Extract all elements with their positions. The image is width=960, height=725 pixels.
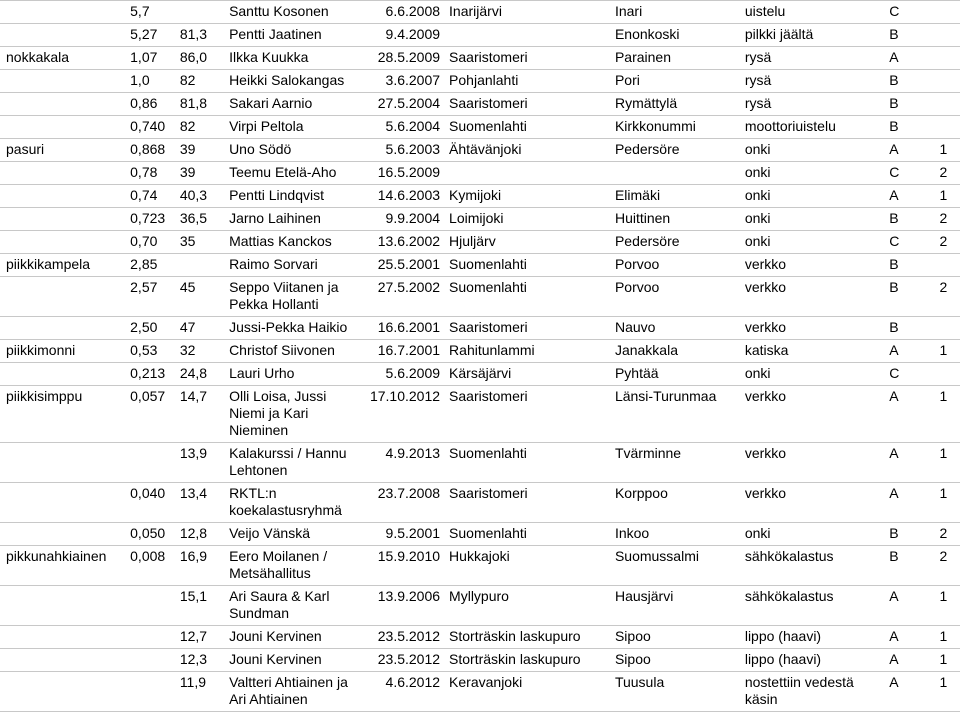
date-cell: 25.5.2001 bbox=[364, 254, 443, 277]
method-cell: moottoriuistelu bbox=[739, 116, 883, 139]
species-cell: nokkakala bbox=[0, 47, 124, 70]
weight-cell bbox=[124, 649, 174, 672]
count-cell: 2 bbox=[934, 231, 960, 254]
weight-cell: 0,057 bbox=[124, 386, 174, 443]
species-cell bbox=[0, 70, 124, 93]
municipality-cell: Hausjärvi bbox=[609, 586, 739, 626]
municipality-cell: Tuusula bbox=[609, 672, 739, 712]
length-cell bbox=[174, 254, 223, 277]
species-cell bbox=[0, 672, 124, 712]
length-cell: 13,4 bbox=[174, 483, 223, 523]
weight-cell bbox=[124, 443, 174, 483]
table-row bbox=[0, 317, 960, 340]
length-cell bbox=[174, 1, 223, 24]
class-cell: A bbox=[883, 483, 933, 523]
date-cell: 27.5.2004 bbox=[364, 93, 443, 116]
weight-cell bbox=[124, 586, 174, 626]
table-row bbox=[0, 208, 960, 231]
species-cell: pikkunahkiainen bbox=[0, 546, 124, 586]
count-cell: 1 bbox=[934, 672, 960, 712]
date-cell: 16.5.2009 bbox=[364, 162, 443, 185]
municipality-cell: Inari bbox=[609, 1, 739, 24]
length-cell: 81,3 bbox=[174, 24, 223, 47]
table-body bbox=[0, 1, 960, 712]
place-cell: Loimijoki bbox=[443, 208, 609, 231]
class-cell: C bbox=[883, 1, 933, 24]
count-cell: 2 bbox=[934, 277, 960, 317]
length-cell: 32 bbox=[174, 340, 223, 363]
table-row bbox=[0, 443, 960, 483]
angler-cell: Pentti Lindqvist bbox=[223, 185, 364, 208]
table-row bbox=[0, 231, 960, 254]
angler-cell: Pentti Jaatinen bbox=[223, 24, 364, 47]
table-row bbox=[0, 586, 960, 626]
method-cell: verkko bbox=[739, 443, 883, 483]
count-cell bbox=[934, 47, 960, 70]
length-cell: 11,9 bbox=[174, 672, 223, 712]
municipality-cell: Pori bbox=[609, 70, 739, 93]
weight-cell bbox=[124, 672, 174, 712]
municipality-cell: Kirkkonummi bbox=[609, 116, 739, 139]
species-cell bbox=[0, 277, 124, 317]
class-cell: B bbox=[883, 523, 933, 546]
method-cell: lippo (haavi) bbox=[739, 649, 883, 672]
place-cell: Saaristomeri bbox=[443, 317, 609, 340]
class-cell: B bbox=[883, 317, 933, 340]
angler-cell: Heikki Salokangas bbox=[223, 70, 364, 93]
length-cell: 12,3 bbox=[174, 649, 223, 672]
length-cell: 15,1 bbox=[174, 586, 223, 626]
species-cell bbox=[0, 626, 124, 649]
angler-cell: Eero Moilanen / Metsähallitus bbox=[223, 546, 364, 586]
count-cell bbox=[934, 1, 960, 24]
class-cell: C bbox=[883, 162, 933, 185]
place-cell: Suomenlahti bbox=[443, 254, 609, 277]
weight-cell: 5,7 bbox=[124, 1, 174, 24]
place-cell: Kymijoki bbox=[443, 185, 609, 208]
date-cell: 14.6.2003 bbox=[364, 185, 443, 208]
place-cell: Hjuljärv bbox=[443, 231, 609, 254]
table-row bbox=[0, 70, 960, 93]
date-cell: 6.6.2008 bbox=[364, 1, 443, 24]
angler-cell: Sakari Aarnio bbox=[223, 93, 364, 116]
municipality-cell: Nauvo bbox=[609, 317, 739, 340]
angler-cell: Ari Saura & Karl Sundman bbox=[223, 586, 364, 626]
count-cell: 1 bbox=[934, 626, 960, 649]
table-row bbox=[0, 185, 960, 208]
weight-cell: 0,53 bbox=[124, 340, 174, 363]
place-cell: Suomenlahti bbox=[443, 277, 609, 317]
class-cell: A bbox=[883, 139, 933, 162]
class-cell: A bbox=[883, 586, 933, 626]
place-cell: Saaristomeri bbox=[443, 386, 609, 443]
weight-cell: 0,868 bbox=[124, 139, 174, 162]
count-cell: 1 bbox=[934, 139, 960, 162]
method-cell: onki bbox=[739, 162, 883, 185]
place-cell: Hukkajoki bbox=[443, 546, 609, 586]
method-cell: verkko bbox=[739, 317, 883, 340]
angler-cell: Seppo Viitanen ja Pekka Hollanti bbox=[223, 277, 364, 317]
date-cell: 5.6.2009 bbox=[364, 363, 443, 386]
angler-cell: Jussi-Pekka Haikio bbox=[223, 317, 364, 340]
class-cell: A bbox=[883, 443, 933, 483]
method-cell: rysä bbox=[739, 47, 883, 70]
weight-cell: 0,008 bbox=[124, 546, 174, 586]
species-cell: piikkimonni bbox=[0, 340, 124, 363]
length-cell: 82 bbox=[174, 116, 223, 139]
method-cell: verkko bbox=[739, 277, 883, 317]
municipality-cell: Sipoo bbox=[609, 626, 739, 649]
class-cell: B bbox=[883, 70, 933, 93]
length-cell: 47 bbox=[174, 317, 223, 340]
weight-cell: 0,740 bbox=[124, 116, 174, 139]
angler-cell: Jarno Laihinen bbox=[223, 208, 364, 231]
count-cell: 1 bbox=[934, 386, 960, 443]
angler-cell: Teemu Etelä-Aho bbox=[223, 162, 364, 185]
date-cell: 27.5.2002 bbox=[364, 277, 443, 317]
species-cell: pasuri bbox=[0, 139, 124, 162]
class-cell: A bbox=[883, 672, 933, 712]
table-row bbox=[0, 672, 960, 712]
class-cell: A bbox=[883, 340, 933, 363]
length-cell: 82 bbox=[174, 70, 223, 93]
method-cell: sähkökalastus bbox=[739, 546, 883, 586]
method-cell: onki bbox=[739, 363, 883, 386]
count-cell: 2 bbox=[934, 546, 960, 586]
angler-cell: Mattias Kanckos bbox=[223, 231, 364, 254]
class-cell: B bbox=[883, 208, 933, 231]
method-cell: verkko bbox=[739, 483, 883, 523]
count-cell: 1 bbox=[934, 340, 960, 363]
weight-cell: 0,040 bbox=[124, 483, 174, 523]
date-cell: 3.6.2007 bbox=[364, 70, 443, 93]
place-cell: Suomenlahti bbox=[443, 443, 609, 483]
date-cell: 23.5.2012 bbox=[364, 626, 443, 649]
angler-cell: Lauri Urho bbox=[223, 363, 364, 386]
municipality-cell: Huittinen bbox=[609, 208, 739, 231]
municipality-cell: Rymättylä bbox=[609, 93, 739, 116]
place-cell: Inarijärvi bbox=[443, 1, 609, 24]
species-cell bbox=[0, 116, 124, 139]
weight-cell: 1,07 bbox=[124, 47, 174, 70]
table-row bbox=[0, 483, 960, 523]
date-cell: 15.9.2010 bbox=[364, 546, 443, 586]
method-cell: onki bbox=[739, 208, 883, 231]
table-row bbox=[0, 1, 960, 24]
municipality-cell: Sipoo bbox=[609, 649, 739, 672]
date-cell: 28.5.2009 bbox=[364, 47, 443, 70]
class-cell: B bbox=[883, 93, 933, 116]
method-cell: sähkökalastus bbox=[739, 586, 883, 626]
angler-cell: Jouni Kervinen bbox=[223, 626, 364, 649]
weight-cell: 2,85 bbox=[124, 254, 174, 277]
length-cell: 12,8 bbox=[174, 523, 223, 546]
date-cell: 4.9.2013 bbox=[364, 443, 443, 483]
municipality-cell: Elimäki bbox=[609, 185, 739, 208]
angler-cell: Valtteri Ahtiainen ja Ari Ahtiainen bbox=[223, 672, 364, 712]
species-cell bbox=[0, 649, 124, 672]
date-cell: 17.10.2012 bbox=[364, 386, 443, 443]
date-cell: 16.7.2001 bbox=[364, 340, 443, 363]
place-cell: Myllypuro bbox=[443, 586, 609, 626]
class-cell: B bbox=[883, 254, 933, 277]
class-cell: A bbox=[883, 185, 933, 208]
species-cell bbox=[0, 523, 124, 546]
date-cell: 13.6.2002 bbox=[364, 231, 443, 254]
method-cell: verkko bbox=[739, 254, 883, 277]
species-cell bbox=[0, 162, 124, 185]
table-row bbox=[0, 363, 960, 386]
count-cell: 1 bbox=[934, 443, 960, 483]
class-cell: C bbox=[883, 231, 933, 254]
species-cell bbox=[0, 443, 124, 483]
date-cell: 16.6.2001 bbox=[364, 317, 443, 340]
place-cell: Kärsäjärvi bbox=[443, 363, 609, 386]
length-cell: 35 bbox=[174, 231, 223, 254]
class-cell: A bbox=[883, 626, 933, 649]
weight-cell: 0,74 bbox=[124, 185, 174, 208]
date-cell: 9.5.2001 bbox=[364, 523, 443, 546]
species-cell bbox=[0, 208, 124, 231]
table-row bbox=[0, 24, 960, 47]
count-cell: 1 bbox=[934, 586, 960, 626]
count-cell: 2 bbox=[934, 162, 960, 185]
count-cell bbox=[934, 116, 960, 139]
length-cell: 24,8 bbox=[174, 363, 223, 386]
municipality-cell: Janakkala bbox=[609, 340, 739, 363]
municipality-cell: Parainen bbox=[609, 47, 739, 70]
class-cell: C bbox=[883, 363, 933, 386]
method-cell: lippo (haavi) bbox=[739, 626, 883, 649]
class-cell: A bbox=[883, 649, 933, 672]
weight-cell: 0,86 bbox=[124, 93, 174, 116]
count-cell bbox=[934, 363, 960, 386]
method-cell: pilkki jäältä bbox=[739, 24, 883, 47]
method-cell: onki bbox=[739, 231, 883, 254]
angler-cell: Santtu Kosonen bbox=[223, 1, 364, 24]
species-cell bbox=[0, 185, 124, 208]
count-cell: 1 bbox=[934, 483, 960, 523]
place-cell: Storträskin laskupuro bbox=[443, 649, 609, 672]
class-cell: A bbox=[883, 47, 933, 70]
class-cell: A bbox=[883, 386, 933, 443]
species-cell: piikkisimppu bbox=[0, 386, 124, 443]
class-cell: B bbox=[883, 24, 933, 47]
species-cell: piikkikampela bbox=[0, 254, 124, 277]
weight-cell bbox=[124, 626, 174, 649]
count-cell: 1 bbox=[934, 649, 960, 672]
place-cell: Keravanjoki bbox=[443, 672, 609, 712]
species-cell bbox=[0, 363, 124, 386]
length-cell: 45 bbox=[174, 277, 223, 317]
table-row bbox=[0, 116, 960, 139]
place-cell: Pohjanlahti bbox=[443, 70, 609, 93]
angler-cell: Virpi Peltola bbox=[223, 116, 364, 139]
municipality-cell: Tvärminne bbox=[609, 443, 739, 483]
municipality-cell: Pyhtää bbox=[609, 363, 739, 386]
angler-cell: RKTL:n koekalastusryhmä bbox=[223, 483, 364, 523]
place-cell: Rahitunlammi bbox=[443, 340, 609, 363]
date-cell: 5.6.2004 bbox=[364, 116, 443, 139]
date-cell: 23.5.2012 bbox=[364, 649, 443, 672]
count-cell: 1 bbox=[934, 185, 960, 208]
length-cell: 14,7 bbox=[174, 386, 223, 443]
count-cell: 2 bbox=[934, 523, 960, 546]
method-cell: rysä bbox=[739, 70, 883, 93]
date-cell: 13.9.2006 bbox=[364, 586, 443, 626]
length-cell: 39 bbox=[174, 139, 223, 162]
weight-cell: 0,050 bbox=[124, 523, 174, 546]
method-cell: verkko bbox=[739, 386, 883, 443]
length-cell: 16,9 bbox=[174, 546, 223, 586]
species-cell bbox=[0, 231, 124, 254]
date-cell: 4.6.2012 bbox=[364, 672, 443, 712]
length-cell: 39 bbox=[174, 162, 223, 185]
length-cell: 12,7 bbox=[174, 626, 223, 649]
angler-cell: Jouni Kervinen bbox=[223, 649, 364, 672]
municipality-cell: Enonkoski bbox=[609, 24, 739, 47]
count-cell bbox=[934, 24, 960, 47]
method-cell: onki bbox=[739, 139, 883, 162]
table-row bbox=[0, 386, 960, 443]
length-cell: 81,8 bbox=[174, 93, 223, 116]
length-cell: 86,0 bbox=[174, 47, 223, 70]
class-cell: B bbox=[883, 116, 933, 139]
date-cell: 9.4.2009 bbox=[364, 24, 443, 47]
length-cell: 40,3 bbox=[174, 185, 223, 208]
place-cell: Ähtävänjoki bbox=[443, 139, 609, 162]
class-cell: B bbox=[883, 277, 933, 317]
count-cell bbox=[934, 317, 960, 340]
date-cell: 9.9.2004 bbox=[364, 208, 443, 231]
table-row bbox=[0, 162, 960, 185]
table-row bbox=[0, 139, 960, 162]
place-cell: Saaristomeri bbox=[443, 93, 609, 116]
species-cell bbox=[0, 24, 124, 47]
species-cell bbox=[0, 1, 124, 24]
angler-cell: Veijo Vänskä bbox=[223, 523, 364, 546]
municipality-cell: Suomussalmi bbox=[609, 546, 739, 586]
municipality-cell: Länsi-Turunmaa bbox=[609, 386, 739, 443]
weight-cell: 2,50 bbox=[124, 317, 174, 340]
method-cell: nostettiin vedestä käsin bbox=[739, 672, 883, 712]
length-cell: 36,5 bbox=[174, 208, 223, 231]
weight-cell: 5,27 bbox=[124, 24, 174, 47]
municipality-cell: Pedersöre bbox=[609, 231, 739, 254]
place-cell: Saaristomeri bbox=[443, 47, 609, 70]
municipality-cell bbox=[609, 162, 739, 185]
angler-cell: Kalakurssi / Hannu Lehtonen bbox=[223, 443, 364, 483]
table-row bbox=[0, 340, 960, 363]
class-cell: B bbox=[883, 546, 933, 586]
place-cell: Saaristomeri bbox=[443, 483, 609, 523]
count-cell: 2 bbox=[934, 208, 960, 231]
weight-cell: 2,57 bbox=[124, 277, 174, 317]
weight-cell: 0,213 bbox=[124, 363, 174, 386]
species-cell bbox=[0, 93, 124, 116]
table-row bbox=[0, 93, 960, 116]
date-cell: 5.6.2003 bbox=[364, 139, 443, 162]
method-cell: onki bbox=[739, 185, 883, 208]
place-cell bbox=[443, 24, 609, 47]
place-cell: Suomenlahti bbox=[443, 523, 609, 546]
date-cell: 23.7.2008 bbox=[364, 483, 443, 523]
municipality-cell: Pedersöre bbox=[609, 139, 739, 162]
count-cell bbox=[934, 70, 960, 93]
table-row bbox=[0, 254, 960, 277]
angler-cell: Christof Siivonen bbox=[223, 340, 364, 363]
count-cell bbox=[934, 93, 960, 116]
place-cell: Storträskin laskupuro bbox=[443, 626, 609, 649]
municipality-cell: Porvoo bbox=[609, 254, 739, 277]
table-row bbox=[0, 649, 960, 672]
angler-cell: Raimo Sorvari bbox=[223, 254, 364, 277]
place-cell: Suomenlahti bbox=[443, 116, 609, 139]
weight-cell: 0,723 bbox=[124, 208, 174, 231]
angler-cell: Uno Södö bbox=[223, 139, 364, 162]
angler-cell: Ilkka Kuukka bbox=[223, 47, 364, 70]
weight-cell: 1,0 bbox=[124, 70, 174, 93]
species-cell bbox=[0, 317, 124, 340]
species-cell bbox=[0, 483, 124, 523]
method-cell: uistelu bbox=[739, 1, 883, 24]
table-row bbox=[0, 523, 960, 546]
table-row bbox=[0, 626, 960, 649]
method-cell: rysä bbox=[739, 93, 883, 116]
table-row bbox=[0, 277, 960, 317]
method-cell: katiska bbox=[739, 340, 883, 363]
table-row bbox=[0, 546, 960, 586]
municipality-cell: Inkoo bbox=[609, 523, 739, 546]
count-cell bbox=[934, 254, 960, 277]
municipality-cell: Korppoo bbox=[609, 483, 739, 523]
angler-cell: Olli Loisa, Jussi Niemi ja Kari Nieminen bbox=[223, 386, 364, 443]
method-cell: onki bbox=[739, 523, 883, 546]
weight-cell: 0,78 bbox=[124, 162, 174, 185]
length-cell: 13,9 bbox=[174, 443, 223, 483]
weight-cell: 0,70 bbox=[124, 231, 174, 254]
place-cell bbox=[443, 162, 609, 185]
table-row bbox=[0, 47, 960, 70]
species-cell bbox=[0, 586, 124, 626]
municipality-cell: Porvoo bbox=[609, 277, 739, 317]
